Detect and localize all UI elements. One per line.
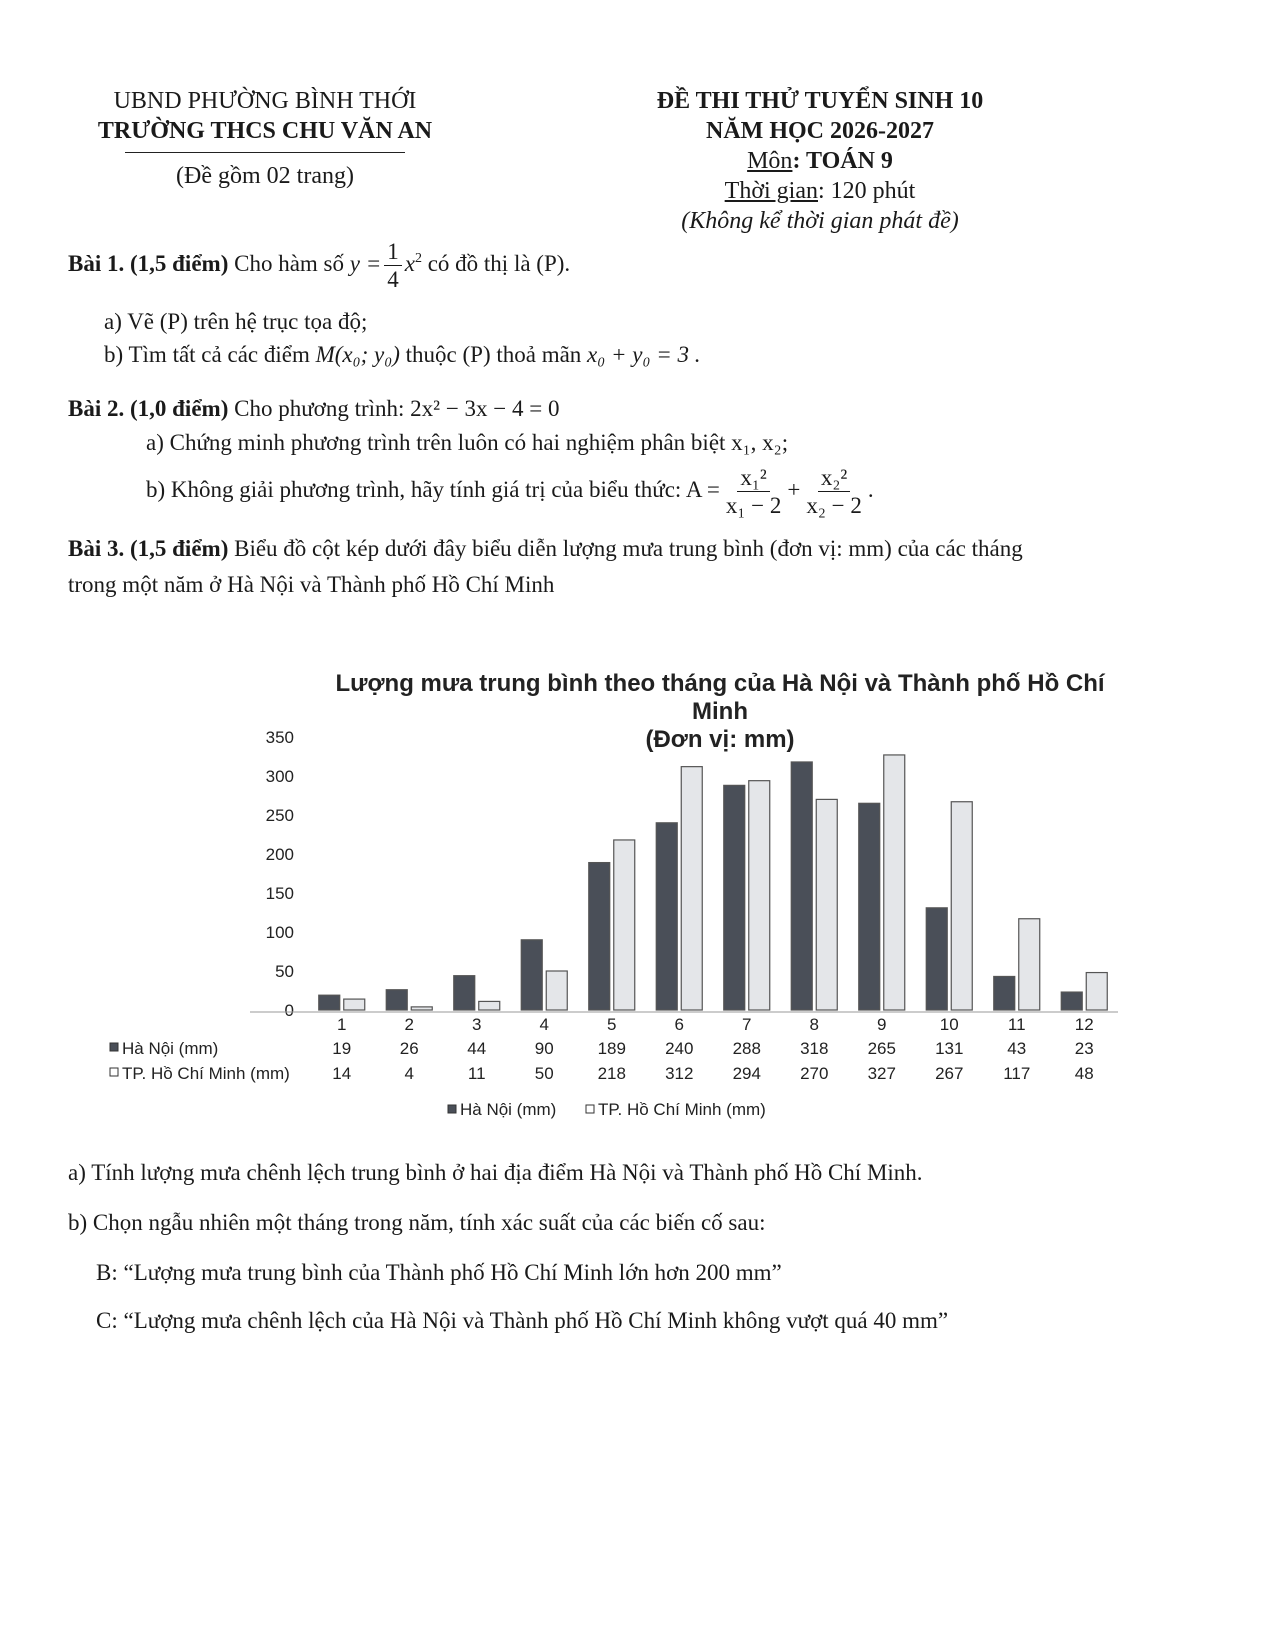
bar-hcm <box>816 799 837 1010</box>
table-value: 44 <box>467 1039 487 1058</box>
bai1-points: (1,5 điểm) <box>129 250 229 276</box>
bai1-part-b <box>104 340 701 370</box>
bai1-b-point: M(x₀; y₀) <box>315 342 400 367</box>
bai3-points: (1,5 điểm) <box>129 536 229 561</box>
bai3-event-c: C: “Lượng mưa chênh lệch của Hà Nội và Thành phố Hồ Chí Minh không vượt quá 40 mm” <box>96 1308 949 1333</box>
bar-hcm <box>546 971 567 1010</box>
table-value: 23 <box>1074 1039 1094 1058</box>
table-series-name: TP. Hồ Chí Minh (mm) <box>122 1064 290 1083</box>
bai2-fraction-1 <box>723 466 785 517</box>
bar-hcm <box>411 1007 432 1010</box>
legend-label: TP. Hồ Chí Minh (mm) <box>598 1100 766 1119</box>
table-value: 117 <box>1003 1064 1031 1083</box>
table-value: 43 <box>1007 1039 1027 1058</box>
table-value: 26 <box>399 1039 419 1058</box>
school-header <box>60 86 470 191</box>
bai3-event-b: B: “Lượng mưa trung bình của Thành phố Hồ Chí Minh lớn hơn 200 mm” <box>96 1260 782 1285</box>
bai1-statement <box>68 240 570 291</box>
bai1-intro: Cho hàm số <box>234 250 344 276</box>
time-value: : 120 phút <box>818 178 916 204</box>
x-category-label: 5 <box>607 1015 617 1034</box>
table-value: 131 <box>935 1039 964 1058</box>
subject-value: : TOÁN 9 <box>792 148 893 174</box>
bar-hanoi <box>791 762 812 1010</box>
table-value: 270 <box>800 1064 829 1083</box>
y-tick-label: 0 <box>284 1001 294 1020</box>
table-value: 50 <box>534 1064 554 1083</box>
rainfall-bar-chart <box>100 670 1180 1190</box>
page-count-note: (Đề gồm 02 trang) <box>176 163 354 189</box>
chart-title-line2: Minh <box>692 697 748 725</box>
bai1-label: Bài 1. <box>68 250 125 276</box>
x-category-label: 1 <box>337 1015 347 1034</box>
x-category-label: 7 <box>742 1015 752 1034</box>
bai3-question-b: b) Chọn ngẫu nhiên một tháng trong năm, tính xác suất của các biến cố sau: <box>68 1210 766 1235</box>
exam-header <box>590 86 1050 236</box>
bai2-b-pre: b) Không giải phương trình, hãy tính giá trị của biểu thức: <box>146 476 682 502</box>
table-series-name: Hà Nội (mm) <box>122 1039 219 1058</box>
bai1-b-mid: thuộc (P) thoả mãn <box>405 342 582 367</box>
bai1-fraction <box>384 240 402 291</box>
y-tick-label: 100 <box>265 923 294 942</box>
table-value: 11 <box>467 1064 486 1083</box>
x-category-label: 2 <box>404 1015 414 1034</box>
bai2-part-b <box>146 466 874 517</box>
table-value: 90 <box>534 1039 554 1058</box>
table-series-swatch <box>110 1068 118 1076</box>
bar-hanoi <box>589 863 610 1010</box>
subject-label: Môn <box>747 148 793 174</box>
table-value: 240 <box>665 1039 694 1058</box>
bai2-statement <box>68 394 559 424</box>
bar-hcm <box>344 999 365 1010</box>
table-value: 19 <box>332 1039 352 1058</box>
bai2-f1-den: x₁ − 2 <box>725 493 782 518</box>
bai1-func-var: x <box>404 250 415 276</box>
chart-title-line1: Lượng mưa trung bình theo tháng của Hà Nội và Thành phố Hồ Chí <box>335 670 1105 697</box>
bai1-func-lhs: y = <box>349 250 382 276</box>
x-category-label: 12 <box>1074 1015 1094 1034</box>
bar-hanoi <box>926 908 947 1010</box>
table-value: 218 <box>597 1064 626 1083</box>
bar-hanoi <box>724 785 745 1010</box>
bai3-intro-line2: trong một năm ở Hà Nội và Thành phố Hồ Chí Minh <box>68 572 555 597</box>
y-tick-label: 300 <box>265 767 294 786</box>
y-tick-label: 350 <box>265 728 294 747</box>
bai3-intro-line1: Biểu đồ cột kép dưới đây biểu diễn lượng mưa trung bình (đơn vị: mm) của các tháng <box>234 536 1023 561</box>
bai1-tail: có đồ thị là (P). <box>427 250 571 276</box>
table-value: 294 <box>732 1064 761 1083</box>
school-year: NĂM HỌC 2026-2027 <box>706 118 934 144</box>
bar-hcm <box>884 755 905 1010</box>
bar-hcm <box>951 802 972 1010</box>
bai2-f1-num: x₁² <box>737 466 769 492</box>
y-axis <box>266 728 294 1020</box>
bai2-f2-num: x₂² <box>818 466 850 492</box>
y-tick-label: 150 <box>265 884 294 903</box>
bar-hanoi <box>319 995 340 1010</box>
bai3-statement <box>68 534 1023 564</box>
x-category-label: 4 <box>539 1015 549 1034</box>
bar-hanoi <box>994 976 1015 1010</box>
bai2-f2-den: x₂ − 2 <box>806 493 862 518</box>
x-category-label: 11 <box>1007 1015 1026 1034</box>
bai1-frac-den: 4 <box>387 267 399 292</box>
chart-title-line3: (Đơn vị: mm) <box>645 725 795 753</box>
table-value: 189 <box>597 1039 626 1058</box>
bar-hcm <box>614 840 635 1010</box>
bai2-intro: Cho phương trình: <box>234 396 405 421</box>
bai2-label: Bài 2. <box>68 396 125 421</box>
bai1-b-cond: x₀ + y₀ = 3 . <box>587 342 701 367</box>
x-category-label: 10 <box>939 1015 959 1034</box>
time-label: Thời gian <box>724 178 818 204</box>
bar-hanoi <box>454 976 475 1010</box>
bai2-end: . <box>867 476 874 502</box>
bar-hanoi <box>521 940 542 1010</box>
table-value: 14 <box>332 1064 352 1083</box>
exam-title: ĐỀ THI THỬ TUYỂN SINH 10 <box>656 88 984 114</box>
y-tick-label: 50 <box>275 962 294 981</box>
bar-hcm <box>479 1001 500 1010</box>
subject-line <box>590 146 1050 176</box>
legend-swatch <box>448 1105 456 1113</box>
bai2-part-a: a) Chứng minh phương trình trên luôn có hai nghiệm phân biệt x₁, x₂; <box>146 430 789 455</box>
time-note: (Không kể thời gian phát đề) <box>681 208 959 234</box>
bai2-fraction-2 <box>803 466 865 517</box>
table-value: 4 <box>404 1064 414 1083</box>
table-value: 288 <box>732 1039 761 1058</box>
district-name: UBND PHƯỜNG BÌNH THỚI <box>113 88 417 114</box>
legend-swatch <box>586 1105 594 1113</box>
y-tick-label: 250 <box>265 806 294 825</box>
bar-hcm <box>749 781 770 1010</box>
bai1-func-exp: 2 <box>414 251 422 267</box>
bar-hanoi <box>1061 992 1082 1010</box>
bar-hcm <box>1086 973 1107 1010</box>
bar-hcm <box>1019 919 1040 1010</box>
table-value: 265 <box>867 1039 896 1058</box>
x-category-label: 3 <box>472 1015 482 1034</box>
bai2-plus: + <box>787 476 801 502</box>
school-name: TRƯỜNG THCS CHU VĂN AN <box>97 118 433 144</box>
bai2-points: (1,0 điểm) <box>129 396 229 421</box>
legend-label: Hà Nội (mm) <box>460 1100 557 1119</box>
table-series-swatch <box>110 1043 118 1051</box>
bai1-frac-num: 1 <box>384 240 402 266</box>
bai1-part-a: a) Vẽ (P) trên hệ trục tọa độ; <box>104 309 368 334</box>
time-line <box>590 176 1050 206</box>
bar-hanoi <box>859 803 880 1010</box>
header-divider <box>125 152 405 153</box>
bar-hanoi <box>386 990 407 1010</box>
y-tick-label: 200 <box>265 845 294 864</box>
chart-legend <box>448 1100 766 1119</box>
table-value: 48 <box>1074 1064 1094 1083</box>
x-category-label: 9 <box>877 1015 887 1034</box>
data-table <box>110 1015 1094 1083</box>
bar-group <box>250 755 1118 1012</box>
bar-hanoi <box>656 823 677 1010</box>
table-value: 267 <box>935 1064 964 1083</box>
table-value: 312 <box>665 1064 694 1083</box>
x-category-label: 6 <box>674 1015 684 1034</box>
bar-hcm <box>681 767 702 1010</box>
table-value: 327 <box>867 1064 896 1083</box>
x-category-label: 8 <box>809 1015 819 1034</box>
bai1-b-pre: b) Tìm tất cả các điểm <box>104 342 310 367</box>
bai2-equation: 2x² − 3x − 4 = 0 <box>410 396 560 421</box>
bai3-question-a: a) Tính lượng mưa chênh lệch trung bình ở hai địa điểm Hà Nội và Thành phố Hồ Chí Minh. <box>68 1160 923 1185</box>
bai2-b-lhs: A = <box>685 476 720 502</box>
table-value: 318 <box>800 1039 829 1058</box>
bai3-label: Bài 3. <box>68 536 125 561</box>
